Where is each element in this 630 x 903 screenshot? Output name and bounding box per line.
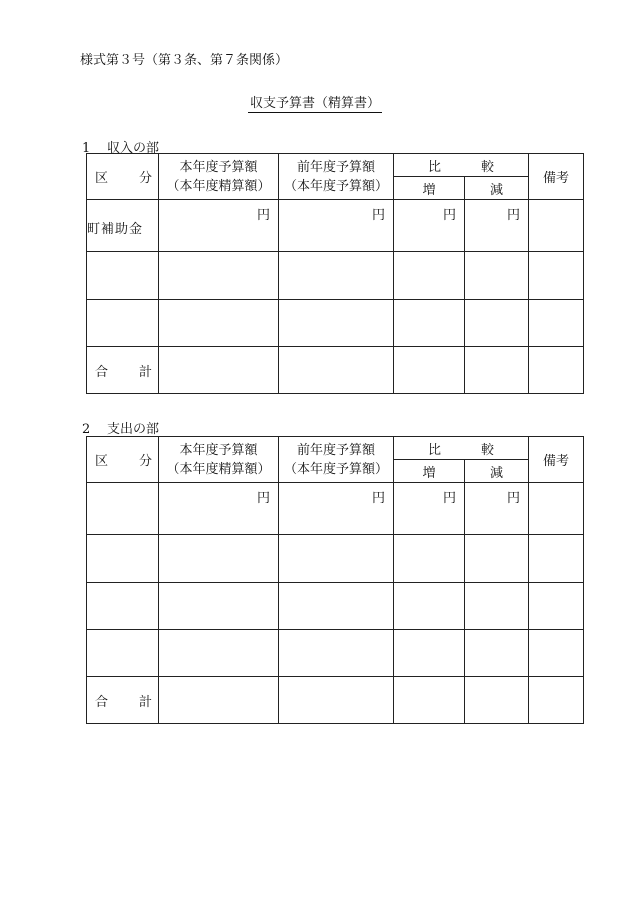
empty-cell — [529, 252, 584, 300]
empty-cell — [87, 583, 159, 630]
empty-cell — [159, 535, 279, 583]
income-section-heading: 1 収入の部 — [82, 141, 160, 156]
comparison-header: 比 較 — [394, 437, 529, 460]
document-title: 収支予算書（精算書） — [249, 96, 380, 111]
increase-header: 増 — [394, 460, 465, 483]
current-year-header: 本年度予算額 （本年度精算額） — [159, 154, 279, 200]
empty-cell — [394, 630, 465, 677]
yen-unit: 円 — [394, 200, 465, 252]
category-header: 区 分 — [87, 437, 159, 483]
empty-cell — [87, 300, 159, 347]
empty-cell — [529, 535, 584, 583]
empty-cell — [279, 677, 394, 724]
empty-cell — [159, 677, 279, 724]
empty-cell — [159, 300, 279, 347]
remarks-cell — [529, 200, 584, 252]
previous-year-header: 前年度予算額 （本年度予算額） — [279, 437, 394, 483]
empty-cell — [394, 583, 465, 630]
empty-cell — [279, 252, 394, 300]
empty-cell — [465, 583, 529, 630]
empty-cell — [87, 535, 159, 583]
category-header: 区 分 — [87, 154, 159, 200]
expense-table — [86, 436, 584, 724]
empty-cell — [529, 300, 584, 347]
total-label: 合 計 — [87, 347, 159, 394]
empty-cell — [465, 252, 529, 300]
empty-cell — [465, 535, 529, 583]
empty-cell — [159, 347, 279, 394]
empty-cell — [279, 535, 394, 583]
previous-year-header: 前年度予算額 （本年度予算額） — [279, 154, 394, 200]
empty-cell — [465, 347, 529, 394]
empty-cell — [279, 630, 394, 677]
row-label-subsidy: 町補助金 — [87, 200, 159, 252]
yen-unit: 円 — [279, 200, 394, 252]
yen-unit: 円 — [159, 483, 279, 535]
decrease-header: 減 — [465, 460, 529, 483]
empty-cell — [279, 300, 394, 347]
yen-unit: 円 — [465, 483, 529, 535]
empty-cell — [465, 677, 529, 724]
form-number-label: 様式第３号（第３条、第７条関係） — [80, 53, 289, 68]
income-table — [86, 153, 584, 394]
yen-unit: 円 — [279, 483, 394, 535]
empty-cell — [529, 677, 584, 724]
empty-cell — [87, 483, 159, 535]
empty-cell — [529, 583, 584, 630]
empty-cell — [279, 583, 394, 630]
empty-cell — [394, 677, 465, 724]
remarks-cell — [529, 483, 584, 535]
empty-cell — [394, 535, 465, 583]
empty-cell — [159, 583, 279, 630]
yen-unit: 円 — [465, 200, 529, 252]
current-year-header: 本年度予算額 （本年度精算額） — [159, 437, 279, 483]
empty-cell — [87, 630, 159, 677]
empty-cell — [465, 300, 529, 347]
decrease-header: 減 — [465, 177, 529, 200]
increase-header: 増 — [394, 177, 465, 200]
empty-cell — [529, 347, 584, 394]
empty-cell — [279, 347, 394, 394]
empty-cell — [394, 300, 465, 347]
empty-cell — [159, 252, 279, 300]
total-label: 合 計 — [87, 677, 159, 724]
expense-section-heading: 2 支出の部 — [82, 422, 160, 437]
yen-unit: 円 — [159, 200, 279, 252]
remarks-header: 備考 — [529, 437, 584, 483]
empty-cell — [159, 630, 279, 677]
remarks-header: 備考 — [529, 154, 584, 200]
empty-cell — [87, 252, 159, 300]
empty-cell — [465, 630, 529, 677]
empty-cell — [529, 630, 584, 677]
empty-cell — [394, 347, 465, 394]
empty-cell — [394, 252, 465, 300]
comparison-header: 比 較 — [394, 154, 529, 177]
yen-unit: 円 — [394, 483, 465, 535]
